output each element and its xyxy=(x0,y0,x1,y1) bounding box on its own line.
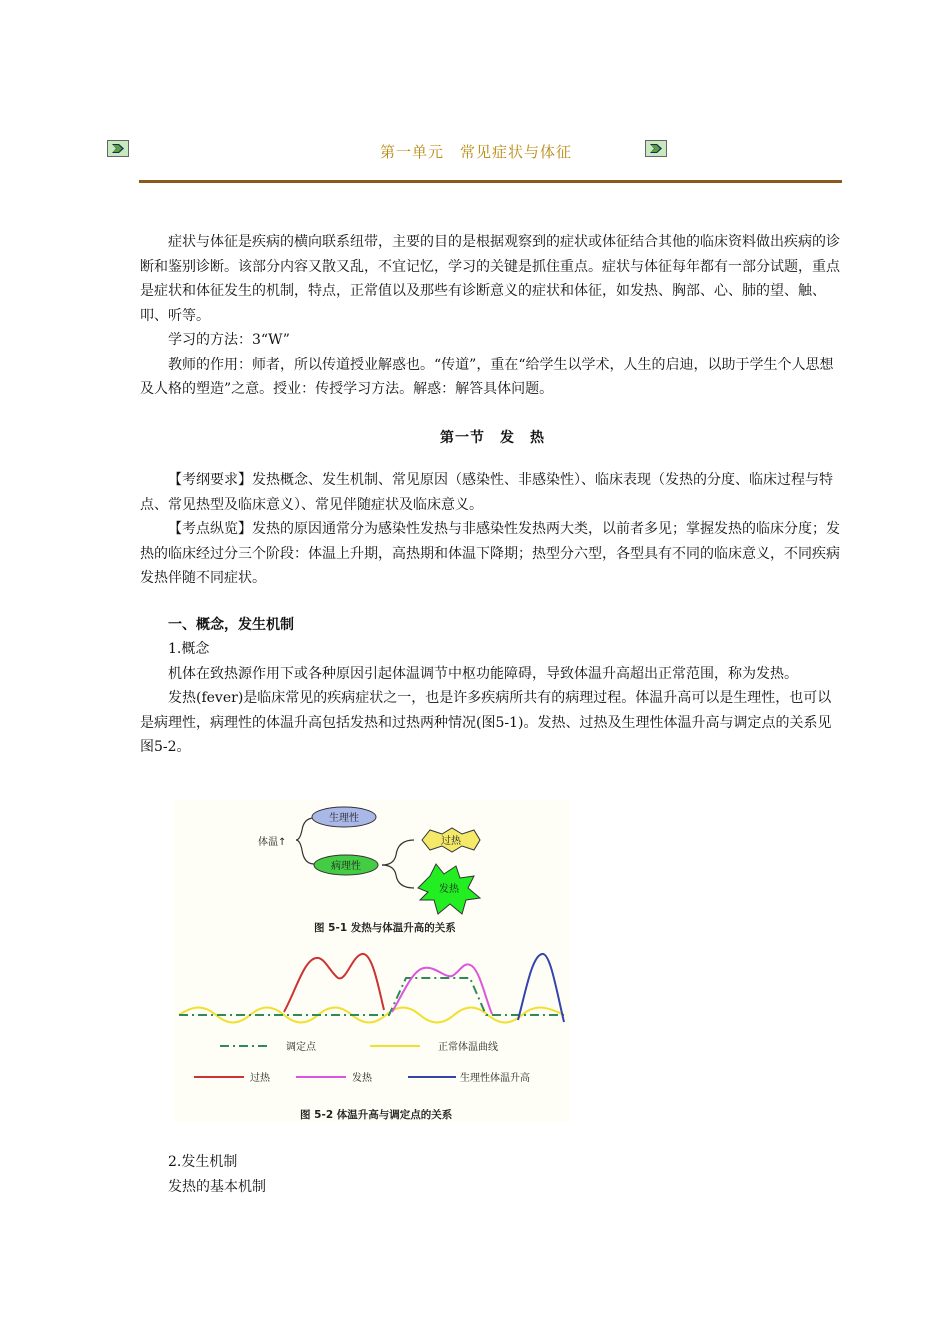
physio-node-label: 生理性 xyxy=(329,813,359,824)
fever-node-label: 发热 xyxy=(439,884,459,895)
figure2-caption: 图 5-2 体温升高与调定点的关系 xyxy=(300,1109,453,1121)
part1-heading: 一、概念，发生机制 xyxy=(168,616,294,633)
patho-node-label: 病理性 xyxy=(331,861,361,872)
header-divider xyxy=(139,180,842,183)
study-method: 学习的方法：3“W” xyxy=(168,332,290,348)
document-body-continued xyxy=(140,1150,845,1199)
fever-description: 发热(fever)是临床常见的疾病症状之一，也是许多疾病所共有的病理过程。体温升高可以是生理性，也可以是病理性，病理性的体温升高包括发热和过热两种情况(图5-1)。发热、过热及生理性体温升高与调定点的关系见图5-2。 xyxy=(140,690,832,755)
fever-definition: 机体在致热源作用下或各种原因引起体温调节中枢功能障碍，导致体温升高超出正常范围，称为发热。 xyxy=(168,665,798,682)
setpoint-line xyxy=(179,978,564,1015)
document-body xyxy=(140,230,845,760)
arrow-icon[interactable] xyxy=(107,140,129,157)
figure-fever-diagram xyxy=(174,800,570,1122)
figure-root-label: 体温↑ xyxy=(258,837,287,848)
legend-setpoint-label: 调定点 xyxy=(286,1042,316,1053)
exam-requirement: 【考纲要求】发热概念、发生机制、常见原因（感染性、非感染性）、临床表现（发热的分度、临床过程与特点、常见热型及临床意义）、常见伴随症状及临床意义。 xyxy=(140,472,833,513)
overheat-curve xyxy=(284,954,384,1012)
legend-normal-label: 正常体温曲线 xyxy=(438,1042,498,1053)
exam-overview: 【考点纵览】发热的原因通常分为感染性发热与非感染性发热两大类，以前者多见；掌握发热的临床分度；发热的临床经过分三个阶段：体温上升期，高热期和体温下降期；热型分六型，各型具有不同的临床意义，不同疾病发热伴随不同症状。 xyxy=(140,521,840,586)
concept-heading: 1.概念 xyxy=(168,641,210,657)
page-title: 第一单元 常见症状与体征 xyxy=(380,143,573,161)
legend-physio-rise-label: 生理性体温升高 xyxy=(460,1073,530,1084)
legend-overheat-label: 过热 xyxy=(250,1073,270,1084)
intro-paragraph: 症状与体征是疾病的横向联系纽带，主要的目的是根据观察到的症状或体征结合其他的临床资料做出疾病的诊断和鉴别诊断。该部分内容又散又乱，不宜记忆，学习的关键是抓住重点。症状与体征每年都有一部分试题，重点是症状和体征发生的机制，特点，正常值以及那些有诊断意义的症状和体征，如发热、胸部、心、肺的望、触、叩、听等。 xyxy=(140,234,840,324)
mechanism-heading: 2.发生机制 xyxy=(168,1154,238,1170)
fever-curve xyxy=(392,964,492,1014)
arrow-icon[interactable] xyxy=(645,140,667,157)
section-title: 第一节 发 热 xyxy=(440,429,545,446)
legend-fever-label: 发热 xyxy=(352,1073,372,1084)
figure1-caption: 图 5-1 发热与体温升高的关系 xyxy=(314,922,456,934)
teacher-role: 教师的作用：师者，所以传道授业解惑也。“传道”，重在“给学生以学术，人生的启迪，以助于学生个人思想及人格的塑造”之意。授业：传授学习方法。解惑：解答具体问题。 xyxy=(140,356,834,397)
basic-mechanism-heading: 发热的基本机制 xyxy=(168,1178,266,1195)
overheat-node-label: 过热 xyxy=(441,836,461,847)
